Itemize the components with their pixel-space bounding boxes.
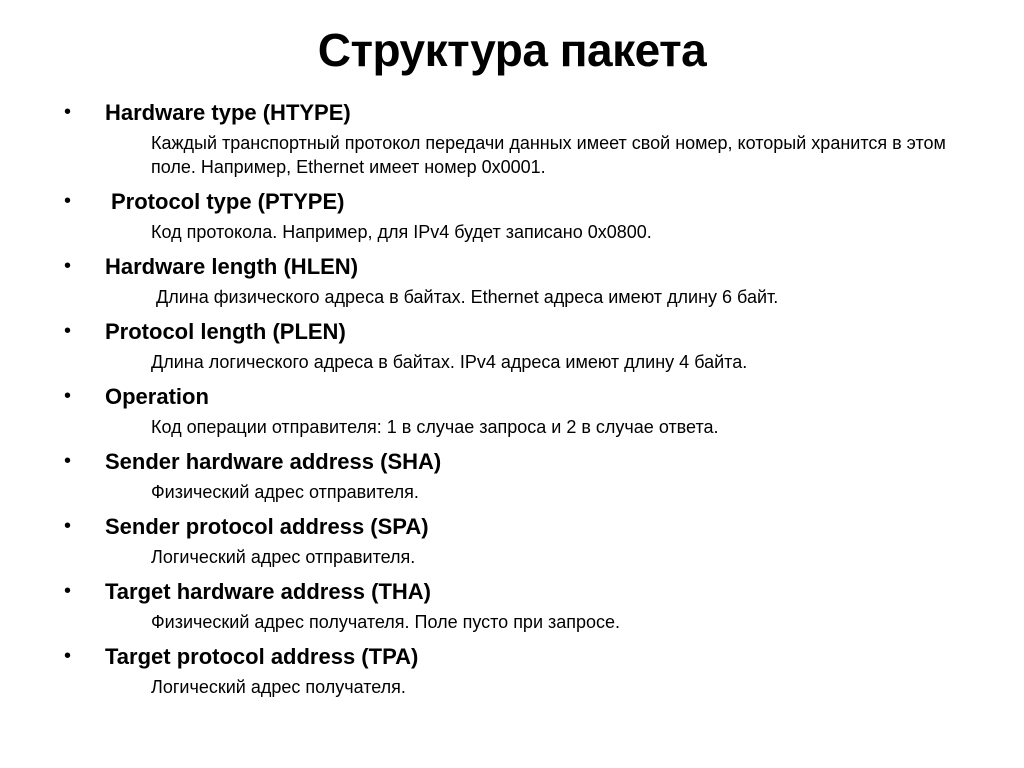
field-description: Логический адрес отправителя. <box>151 547 416 567</box>
field-heading-row <box>0 640 1024 673</box>
field-description: Физический адрес отправителя. <box>151 482 419 502</box>
slide-title: Структура пакета <box>317 24 707 76</box>
field-heading-row <box>0 510 1024 543</box>
field-heading-row <box>0 575 1024 608</box>
field-description: Длина логического адреса в байтах. IPv4 адреса имеют длину 4 байта. <box>151 352 748 372</box>
bullet-icon: • <box>64 515 72 537</box>
field-heading: Target hardware address (THA) <box>105 579 432 604</box>
field-description: Каждый транспортный протокол передачи данных имеет свой номер, который хранится в этом поле. Например, Ethernet имеет номер 0x0001. <box>151 133 946 177</box>
field-heading-row <box>0 315 1024 348</box>
list-item <box>0 380 1024 445</box>
list-item <box>0 445 1024 510</box>
list-item <box>0 96 1024 185</box>
list-item <box>0 185 1024 250</box>
field-list <box>0 96 1024 705</box>
list-item <box>0 250 1024 315</box>
bullet-icon: • <box>64 645 72 667</box>
field-heading-row <box>0 445 1024 478</box>
field-description: Логический адрес получателя. <box>151 677 406 697</box>
field-heading: Target protocol address (TPA) <box>105 644 419 669</box>
bullet-icon: • <box>64 190 72 212</box>
field-heading-row <box>0 96 1024 129</box>
bullet-icon: • <box>64 450 72 472</box>
field-heading: Protocol type (PTYPE) <box>111 189 345 214</box>
field-description: Код протокола. Например, для IPv4 будет записано 0x0800. <box>151 222 652 242</box>
bullet-icon: • <box>64 580 72 602</box>
bullet-icon: • <box>64 255 72 277</box>
field-heading: Protocol length (PLEN) <box>105 319 346 344</box>
bullet-icon: • <box>64 320 72 342</box>
field-heading-row <box>0 185 1024 218</box>
list-item <box>0 315 1024 380</box>
field-heading-row <box>0 380 1024 413</box>
bullet-icon: • <box>64 385 72 407</box>
field-heading: Sender protocol address (SPA) <box>105 514 429 539</box>
list-item <box>0 575 1024 640</box>
field-heading: Operation <box>105 384 209 409</box>
field-description: Длина физического адреса в байтах. Ethernet адреса имеют длину 6 байт. <box>156 287 779 307</box>
field-heading: Hardware type (HTYPE) <box>105 100 351 125</box>
list-item <box>0 510 1024 575</box>
bullet-icon: • <box>64 101 72 123</box>
field-heading: Sender hardware address (SHA) <box>105 449 442 474</box>
field-description: Физический адрес получателя. Поле пусто при запросе. <box>151 612 621 632</box>
field-description: Код операции отправителя: 1 в случае запроса и 2 в случае ответа. <box>151 417 719 437</box>
field-heading-row <box>0 250 1024 283</box>
field-heading: Hardware length (HLEN) <box>105 254 359 279</box>
list-item <box>0 640 1024 705</box>
